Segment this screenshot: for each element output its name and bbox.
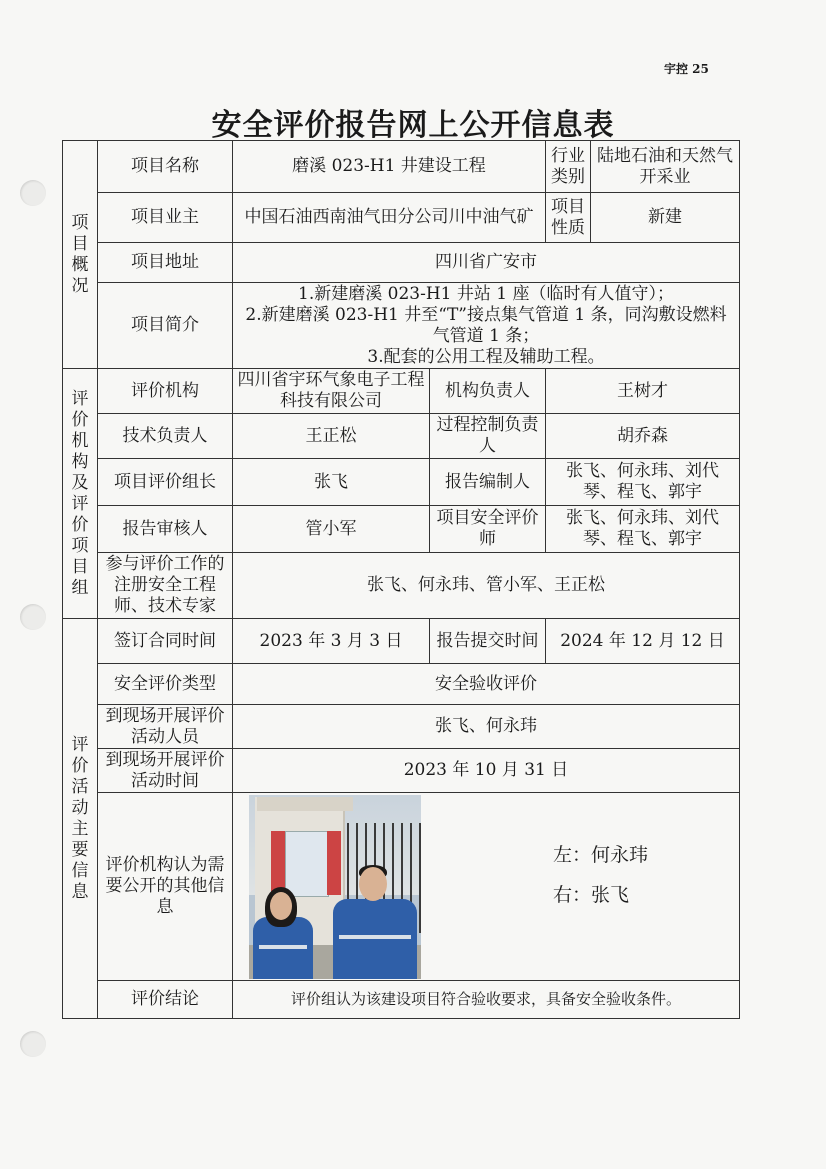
- agency-value: 四川省宇环气象电子工程科技有限公司: [233, 369, 430, 414]
- photo-caption-right: 右：张飞: [553, 884, 630, 906]
- brief-label: 项目简介: [98, 283, 233, 369]
- section-org-team: 评价机构及评价项目组: [63, 369, 98, 619]
- table-row: [63, 664, 740, 705]
- reviewer-label: 报告审核人: [98, 506, 233, 553]
- project-name-value: 磨溪 023-H1 井建设工程: [233, 141, 546, 193]
- tech-head-label: 技术负责人: [98, 414, 233, 459]
- table-row: [63, 705, 740, 749]
- other-info-label: 评价机构认为需要公开的其他信息: [98, 793, 233, 981]
- punch-hole: [20, 604, 46, 630]
- contract-value: 2023 年 3 月 3 日: [233, 619, 430, 664]
- nature-value: 新建: [591, 193, 740, 243]
- brief-line: 2.新建磨溪 023-H1 井至“T”接点集气管道 1 条，同沟敷设燃料气管道 1 条；: [245, 304, 727, 346]
- table-row: [63, 793, 740, 981]
- site-photo: [249, 795, 421, 979]
- page-title: 安全评价报告网上公开信息表: [211, 108, 615, 143]
- type-label: 安全评价类型: [98, 664, 233, 705]
- onsite-people-value: 张飞、何永玮: [233, 705, 740, 749]
- nature-label: 项目性质: [546, 193, 591, 243]
- person-left-face: [270, 892, 292, 920]
- type-value: 安全验收评价: [233, 664, 740, 705]
- table-row: [63, 414, 740, 459]
- agency-label: 评价机构: [98, 369, 233, 414]
- submit-label: 报告提交时间: [430, 619, 546, 664]
- section-activity: 评价活动主要信息: [63, 619, 98, 1019]
- table-row: [63, 506, 740, 553]
- table-row: [63, 749, 740, 793]
- table-row: [63, 243, 740, 283]
- industry-label: 行业类别: [546, 141, 591, 193]
- reviewer-value: 管小军: [233, 506, 430, 553]
- table-row: [63, 459, 740, 506]
- conclusion-label: 评价结论: [98, 981, 233, 1019]
- process-head-value: 胡乔森: [546, 414, 740, 459]
- section-overview: 项目概况: [63, 141, 98, 369]
- agency-head-value: 王树才: [546, 369, 740, 414]
- assessor-value: 张飞、何永玮、刘代琴、程飞、郭宇: [546, 506, 740, 553]
- brief-line: 1.新建磨溪 023-H1 井站 1 座（临时有人值守）；: [298, 283, 674, 304]
- process-head-label: 过程控制负责人: [430, 414, 546, 459]
- conclusion-value: 评价组认为该建设项目符合验收要求，具备安全验收条件。: [233, 981, 740, 1019]
- owner-label: 项目业主: [98, 193, 233, 243]
- owner-value: 中国石油西南油气田分公司川中油气矿: [233, 193, 546, 243]
- agency-head-label: 机构负责人: [430, 369, 546, 414]
- onsite-people-label: 到现场开展评价活动人员: [98, 705, 233, 749]
- person-right-face: [359, 867, 387, 901]
- leader-value: 张飞: [233, 459, 430, 506]
- tech-head-value: 王正松: [233, 414, 430, 459]
- leader-label: 项目评价组长: [98, 459, 233, 506]
- contract-label: 签订合同时间: [98, 619, 233, 664]
- assessor-label: 项目安全评价师: [430, 506, 546, 553]
- industry-value: 陆地石油和天然气开采业: [591, 141, 740, 193]
- document-number: 宇控 25: [664, 62, 709, 76]
- submit-value: 2024 年 12 月 12 日: [546, 619, 740, 664]
- punch-hole: [20, 1031, 46, 1057]
- project-name-label: 项目名称: [98, 141, 233, 193]
- address-value: 四川省广安市: [233, 243, 740, 283]
- table-row: [63, 369, 740, 414]
- table-row: [63, 619, 740, 664]
- writer-value: 张飞、何永玮、刘代琴、程飞、郭宇: [546, 459, 740, 506]
- participants-value: 张飞、何永玮、管小军、王正松: [233, 553, 740, 619]
- onsite-time-value: 2023 年 10 月 31 日: [233, 749, 740, 793]
- punch-hole: [20, 180, 46, 206]
- onsite-time-label: 到现场开展评价活动时间: [98, 749, 233, 793]
- table-row: [63, 553, 740, 619]
- table-row: [63, 981, 740, 1019]
- other-info-value: [233, 793, 740, 981]
- person-right: [333, 899, 417, 979]
- photo-caption-left: 左：何永玮: [553, 844, 649, 866]
- table-row: [63, 141, 740, 193]
- address-label: 项目地址: [98, 243, 233, 283]
- info-table: [62, 140, 740, 1019]
- table-row: [63, 193, 740, 243]
- writer-label: 报告编制人: [430, 459, 546, 506]
- participants-label: 参与评价工作的注册安全工程师、技术专家: [98, 553, 233, 619]
- table-row: [63, 283, 740, 369]
- brief-line: 3.配套的公用工程及辅助工程。: [367, 346, 605, 367]
- brief-value: [233, 283, 740, 369]
- site-sign: [285, 831, 329, 897]
